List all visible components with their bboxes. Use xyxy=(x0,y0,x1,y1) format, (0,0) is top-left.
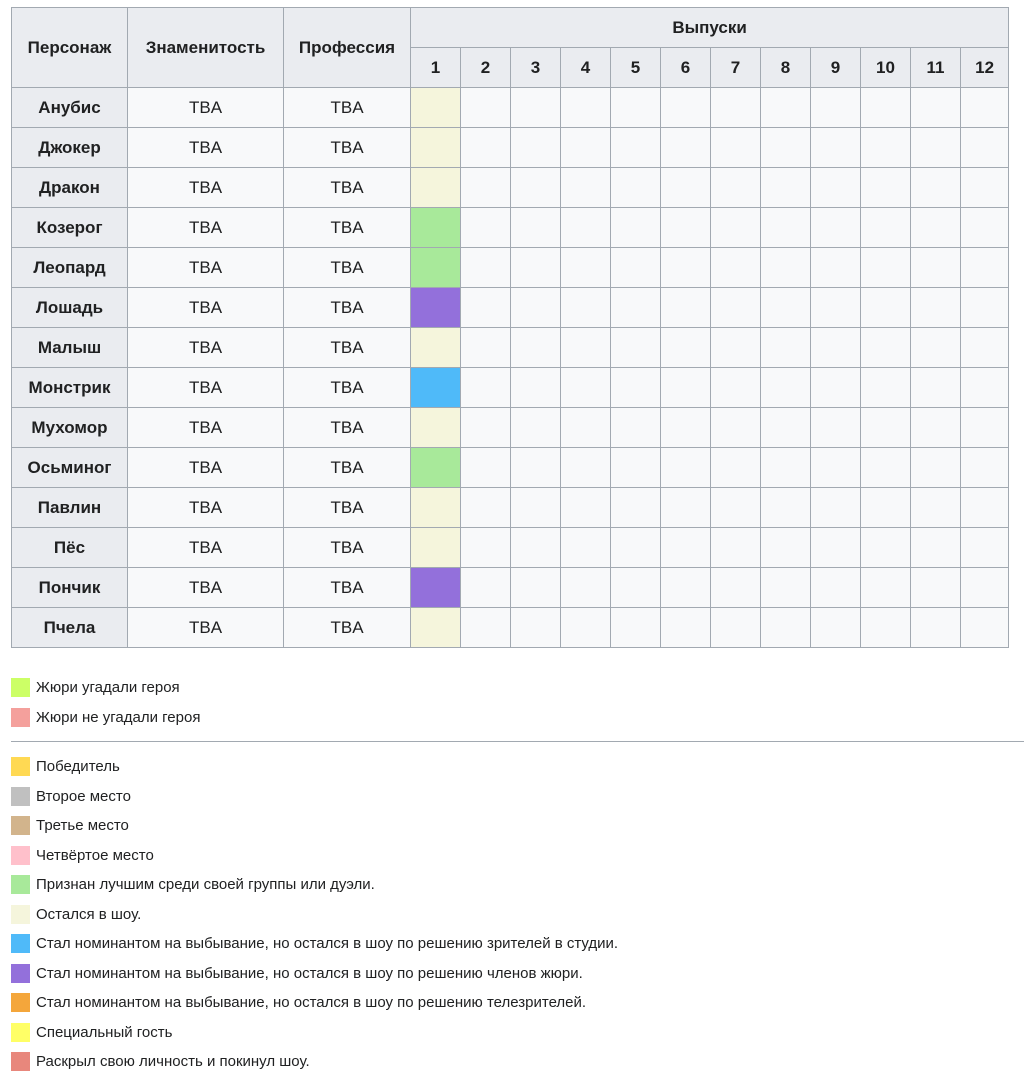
legend-item xyxy=(11,1047,618,1077)
episode-8-cell xyxy=(761,408,811,448)
episode-7-cell xyxy=(711,608,761,648)
episode-11-cell xyxy=(911,208,961,248)
episode-12-cell xyxy=(961,288,1009,328)
episode-5-cell xyxy=(611,448,661,488)
episode-6-cell xyxy=(661,128,711,168)
episode-9-cell xyxy=(811,368,861,408)
table-row xyxy=(12,528,1009,568)
table-row xyxy=(12,608,1009,648)
episode-1-cell xyxy=(411,88,461,128)
legend-label: Раскрыл свою личность и покинул шоу. xyxy=(36,1053,310,1071)
episode-3-cell xyxy=(511,448,561,488)
episode-7-cell xyxy=(711,288,761,328)
episode-3-cell xyxy=(511,128,561,168)
episode-5-cell xyxy=(611,168,661,208)
table-row xyxy=(12,288,1009,328)
legend-swatch xyxy=(11,934,30,953)
character-name: Павлин xyxy=(12,488,128,528)
episode-3-cell xyxy=(511,608,561,648)
episode-8-cell xyxy=(761,568,811,608)
header-episode-3: 3 xyxy=(511,48,561,88)
header-episode-6: 6 xyxy=(661,48,711,88)
episode-11-cell xyxy=(911,168,961,208)
episode-2-cell xyxy=(461,208,511,248)
legend-label: Жюри не угадали героя xyxy=(36,708,201,726)
episode-1-cell xyxy=(411,368,461,408)
episode-10-cell xyxy=(861,368,911,408)
table-body xyxy=(12,88,1009,648)
episode-5-cell xyxy=(611,488,661,528)
character-name: Пчела xyxy=(12,608,128,648)
episode-4-cell xyxy=(561,608,611,648)
character-name: Леопард xyxy=(12,248,128,288)
table-row xyxy=(12,448,1009,488)
episode-4-cell xyxy=(561,488,611,528)
episode-6-cell xyxy=(661,608,711,648)
episode-8-cell xyxy=(761,608,811,648)
legend-swatch xyxy=(11,816,30,835)
episode-6-cell xyxy=(661,408,711,448)
episode-5-cell xyxy=(611,568,661,608)
celebrity-cell: TBA xyxy=(128,608,284,648)
episode-4-cell xyxy=(561,168,611,208)
character-name: Козерог xyxy=(12,208,128,248)
episode-6-cell xyxy=(661,448,711,488)
header-episode-11: 11 xyxy=(911,48,961,88)
legend-swatch xyxy=(11,846,30,865)
episode-7-cell xyxy=(711,328,761,368)
legend-guess xyxy=(11,673,200,732)
episode-4-cell xyxy=(561,128,611,168)
episode-4-cell xyxy=(561,568,611,608)
episode-5-cell xyxy=(611,88,661,128)
episode-9-cell xyxy=(811,448,861,488)
table-header xyxy=(12,8,1009,88)
episode-5-cell xyxy=(611,288,661,328)
legend-swatch xyxy=(11,1023,30,1042)
episode-1-cell xyxy=(411,328,461,368)
episode-5-cell xyxy=(611,408,661,448)
episode-11-cell xyxy=(911,608,961,648)
episode-9-cell xyxy=(811,528,861,568)
header-episode-10: 10 xyxy=(861,48,911,88)
table-row xyxy=(12,128,1009,168)
episode-1-cell xyxy=(411,528,461,568)
profession-cell: TBA xyxy=(284,288,411,328)
legend-item xyxy=(11,929,618,959)
episode-9-cell xyxy=(811,288,861,328)
episode-8-cell xyxy=(761,288,811,328)
episode-5-cell xyxy=(611,248,661,288)
celebrity-cell: TBA xyxy=(128,288,284,328)
legend-item xyxy=(11,782,618,812)
episode-3-cell xyxy=(511,288,561,328)
profession-cell: TBA xyxy=(284,448,411,488)
episode-3-cell xyxy=(511,248,561,288)
episode-6-cell xyxy=(661,528,711,568)
episode-6-cell xyxy=(661,488,711,528)
episode-4-cell xyxy=(561,448,611,488)
episode-5-cell xyxy=(611,368,661,408)
table-row xyxy=(12,168,1009,208)
episode-2-cell xyxy=(461,528,511,568)
legend-item xyxy=(11,959,618,989)
profession-cell: TBA xyxy=(284,608,411,648)
episode-12-cell xyxy=(961,528,1009,568)
episode-2-cell xyxy=(461,568,511,608)
table-row xyxy=(12,488,1009,528)
episode-2-cell xyxy=(461,168,511,208)
episode-10-cell xyxy=(861,408,911,448)
episode-4-cell xyxy=(561,288,611,328)
episode-12-cell xyxy=(961,568,1009,608)
profession-cell: TBA xyxy=(284,528,411,568)
episode-11-cell xyxy=(911,448,961,488)
header-episode-7: 7 xyxy=(711,48,761,88)
celebrity-cell: TBA xyxy=(128,368,284,408)
profession-cell: TBA xyxy=(284,488,411,528)
celebrity-cell: TBA xyxy=(128,208,284,248)
celebrity-cell: TBA xyxy=(128,88,284,128)
profession-cell: TBA xyxy=(284,368,411,408)
episode-12-cell xyxy=(961,248,1009,288)
episode-11-cell xyxy=(911,488,961,528)
episode-12-cell xyxy=(961,608,1009,648)
legend-swatch xyxy=(11,757,30,776)
episode-1-cell xyxy=(411,568,461,608)
episode-2-cell xyxy=(461,448,511,488)
legend-swatch xyxy=(11,708,30,727)
legend-swatch xyxy=(11,787,30,806)
episode-9-cell xyxy=(811,488,861,528)
header-character: Персонаж xyxy=(12,8,128,88)
episode-1-cell xyxy=(411,168,461,208)
episode-9-cell xyxy=(811,128,861,168)
episode-11-cell xyxy=(911,528,961,568)
celebrity-cell: TBA xyxy=(128,528,284,568)
episode-10-cell xyxy=(861,488,911,528)
episode-2-cell xyxy=(461,608,511,648)
episode-9-cell xyxy=(811,608,861,648)
character-name: Джокер xyxy=(12,128,128,168)
header-episode-1: 1 xyxy=(411,48,461,88)
legend-label: Остался в шоу. xyxy=(36,905,142,923)
episode-11-cell xyxy=(911,328,961,368)
episode-3-cell xyxy=(511,208,561,248)
character-name: Анубис xyxy=(12,88,128,128)
legend-label: Второе место xyxy=(36,787,131,805)
character-name: Монстрик xyxy=(12,368,128,408)
episode-12-cell xyxy=(961,88,1009,128)
celebrity-cell: TBA xyxy=(128,328,284,368)
episode-12-cell xyxy=(961,128,1009,168)
profession-cell: TBA xyxy=(284,128,411,168)
episode-11-cell xyxy=(911,88,961,128)
episode-10-cell xyxy=(861,448,911,488)
episode-2-cell xyxy=(461,128,511,168)
table-row xyxy=(12,88,1009,128)
episode-8-cell xyxy=(761,448,811,488)
legend-label: Признан лучшим среди своей группы или дуэли. xyxy=(36,876,375,894)
header-episode-12: 12 xyxy=(961,48,1009,88)
episode-6-cell xyxy=(661,88,711,128)
episode-2-cell xyxy=(461,368,511,408)
episode-7-cell xyxy=(711,448,761,488)
legend-swatch xyxy=(11,964,30,983)
episode-10-cell xyxy=(861,528,911,568)
legend-item xyxy=(11,988,618,1018)
episode-11-cell xyxy=(911,288,961,328)
episode-3-cell xyxy=(511,568,561,608)
episode-1-cell xyxy=(411,488,461,528)
episode-7-cell xyxy=(711,488,761,528)
episode-7-cell xyxy=(711,128,761,168)
episode-1-cell xyxy=(411,408,461,448)
episode-5-cell xyxy=(611,608,661,648)
legend-swatch xyxy=(11,993,30,1012)
table-row xyxy=(12,408,1009,448)
episode-9-cell xyxy=(811,328,861,368)
episode-10-cell xyxy=(861,328,911,368)
table-row xyxy=(12,328,1009,368)
episode-7-cell xyxy=(711,528,761,568)
episode-9-cell xyxy=(811,208,861,248)
celebrity-cell: TBA xyxy=(128,568,284,608)
episode-3-cell xyxy=(511,88,561,128)
episode-5-cell xyxy=(611,328,661,368)
episode-10-cell xyxy=(861,288,911,328)
profession-cell: TBA xyxy=(284,208,411,248)
episode-6-cell xyxy=(661,368,711,408)
episode-9-cell xyxy=(811,408,861,448)
episode-11-cell xyxy=(911,568,961,608)
episode-1-cell xyxy=(411,448,461,488)
episode-1-cell xyxy=(411,208,461,248)
legend-label: Стал номинантом на выбывание, но остался в шоу по решению телезрителей. xyxy=(36,994,587,1012)
character-name: Мухомор xyxy=(12,408,128,448)
episode-11-cell xyxy=(911,408,961,448)
episode-2-cell xyxy=(461,328,511,368)
legend-status xyxy=(11,752,618,1077)
episode-6-cell xyxy=(661,168,711,208)
profession-cell: TBA xyxy=(284,168,411,208)
profession-cell: TBA xyxy=(284,328,411,368)
episode-1-cell xyxy=(411,288,461,328)
header-episode-4: 4 xyxy=(561,48,611,88)
episode-11-cell xyxy=(911,368,961,408)
episode-8-cell xyxy=(761,528,811,568)
header-profession: Профессия xyxy=(284,8,411,88)
episode-10-cell xyxy=(861,208,911,248)
episode-12-cell xyxy=(961,368,1009,408)
episode-3-cell xyxy=(511,488,561,528)
profession-cell: TBA xyxy=(284,248,411,288)
episode-9-cell xyxy=(811,168,861,208)
header-episode-8: 8 xyxy=(761,48,811,88)
episode-4-cell xyxy=(561,408,611,448)
legend-swatch xyxy=(11,678,30,697)
episode-3-cell xyxy=(511,368,561,408)
episode-4-cell xyxy=(561,248,611,288)
celebrity-cell: TBA xyxy=(128,128,284,168)
episode-10-cell xyxy=(861,88,911,128)
episode-12-cell xyxy=(961,208,1009,248)
episode-5-cell xyxy=(611,128,661,168)
table-row xyxy=(12,368,1009,408)
episode-9-cell xyxy=(811,568,861,608)
episode-12-cell xyxy=(961,328,1009,368)
table-row xyxy=(12,568,1009,608)
profession-cell: TBA xyxy=(284,568,411,608)
episode-5-cell xyxy=(611,528,661,568)
episode-8-cell xyxy=(761,208,811,248)
celebrity-cell: TBA xyxy=(128,248,284,288)
episode-7-cell xyxy=(711,368,761,408)
episode-7-cell xyxy=(711,248,761,288)
episode-9-cell xyxy=(811,248,861,288)
episode-3-cell xyxy=(511,328,561,368)
legend-swatch xyxy=(11,905,30,924)
legend-item xyxy=(11,811,618,841)
character-name: Пончик xyxy=(12,568,128,608)
profession-cell: TBA xyxy=(284,408,411,448)
legend-label: Победитель xyxy=(36,758,120,776)
episode-4-cell xyxy=(561,368,611,408)
episode-2-cell xyxy=(461,288,511,328)
legend-item xyxy=(11,752,618,782)
episode-5-cell xyxy=(611,208,661,248)
episode-7-cell xyxy=(711,208,761,248)
episode-4-cell xyxy=(561,88,611,128)
celebrity-cell: TBA xyxy=(128,408,284,448)
episode-7-cell xyxy=(711,168,761,208)
episode-3-cell xyxy=(511,528,561,568)
episode-3-cell xyxy=(511,168,561,208)
header-episode-2: 2 xyxy=(461,48,511,88)
legend-label: Четвёртое место xyxy=(36,846,154,864)
episode-8-cell xyxy=(761,128,811,168)
episode-8-cell xyxy=(761,248,811,288)
episode-8-cell xyxy=(761,328,811,368)
episode-6-cell xyxy=(661,568,711,608)
episode-8-cell xyxy=(761,168,811,208)
episode-6-cell xyxy=(661,208,711,248)
episode-12-cell xyxy=(961,488,1009,528)
character-name: Осьминог xyxy=(12,448,128,488)
episode-10-cell xyxy=(861,608,911,648)
episode-11-cell xyxy=(911,128,961,168)
character-name: Пёс xyxy=(12,528,128,568)
episode-10-cell xyxy=(861,168,911,208)
legend-divider xyxy=(11,741,1024,742)
episode-4-cell xyxy=(561,328,611,368)
legend-item xyxy=(11,1018,618,1048)
legend-item xyxy=(11,841,618,871)
celebrity-cell: TBA xyxy=(128,448,284,488)
episode-2-cell xyxy=(461,488,511,528)
legend-item xyxy=(11,703,200,733)
episode-6-cell xyxy=(661,288,711,328)
header-episodes-group: Выпуски xyxy=(411,8,1009,48)
celebrity-cell: TBA xyxy=(128,488,284,528)
episode-12-cell xyxy=(961,408,1009,448)
episode-6-cell xyxy=(661,248,711,288)
legend-swatch xyxy=(11,1052,30,1071)
legend-label: Жюри угадали героя xyxy=(36,679,180,697)
episode-8-cell xyxy=(761,88,811,128)
episode-10-cell xyxy=(861,248,911,288)
header-celebrity: Знаменитость xyxy=(128,8,284,88)
episode-4-cell xyxy=(561,208,611,248)
episode-12-cell xyxy=(961,448,1009,488)
legend-label: Стал номинантом на выбывание, но остался в шоу по решению членов жюри. xyxy=(36,964,583,982)
episode-8-cell xyxy=(761,368,811,408)
profession-cell: TBA xyxy=(284,88,411,128)
character-name: Лошадь xyxy=(12,288,128,328)
episode-7-cell xyxy=(711,568,761,608)
legend-item xyxy=(11,900,618,930)
episode-12-cell xyxy=(961,168,1009,208)
legend-item xyxy=(11,673,200,703)
legend-swatch xyxy=(11,875,30,894)
episode-9-cell xyxy=(811,88,861,128)
table-row xyxy=(12,208,1009,248)
episode-7-cell xyxy=(711,408,761,448)
episode-3-cell xyxy=(511,408,561,448)
episode-4-cell xyxy=(561,528,611,568)
character-name: Малыш xyxy=(12,328,128,368)
celebrity-cell: TBA xyxy=(128,168,284,208)
episode-10-cell xyxy=(861,128,911,168)
legend-label: Стал номинантом на выбывание, но остался в шоу по решению зрителей в студии. xyxy=(36,935,619,953)
table-row xyxy=(12,248,1009,288)
episode-6-cell xyxy=(661,328,711,368)
episode-2-cell xyxy=(461,88,511,128)
episode-10-cell xyxy=(861,568,911,608)
header-episode-5: 5 xyxy=(611,48,661,88)
character-name: Дракон xyxy=(12,168,128,208)
results-table xyxy=(11,7,1009,648)
legend-label: Специальный гость xyxy=(36,1023,173,1041)
header-episode-9: 9 xyxy=(811,48,861,88)
legend-label: Третье место xyxy=(36,817,129,835)
episode-2-cell xyxy=(461,408,511,448)
episode-1-cell xyxy=(411,248,461,288)
episode-8-cell xyxy=(761,488,811,528)
episode-1-cell xyxy=(411,608,461,648)
episode-7-cell xyxy=(711,88,761,128)
episode-2-cell xyxy=(461,248,511,288)
episode-11-cell xyxy=(911,248,961,288)
episode-1-cell xyxy=(411,128,461,168)
legend-item xyxy=(11,870,618,900)
